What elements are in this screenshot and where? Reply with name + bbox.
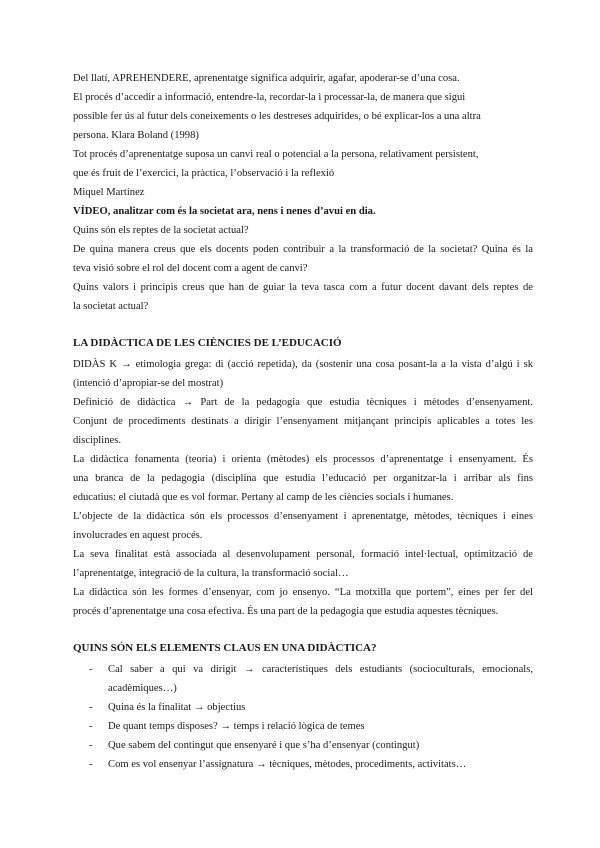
intro-line-2: El procés d’accedir a informació, entendre-la, recordar-la i processar-la, de manera que sigui	[73, 92, 466, 103]
list-bullet: -	[89, 702, 93, 713]
didactica-p2-line-2: Conjunt de procediments destinats a dirigir l’ensenyament mitjançant principis aplicables a totes les	[73, 416, 533, 427]
intro-line-3: possible fer ús al futur dels coneixements o les destreses adquirides, o bé explicar-los a una altra	[73, 111, 481, 122]
section-heading-didactica: LA DIDÀCTICA DE LES CIÈNCIES DE L’EDUCACIÓ	[73, 337, 342, 349]
video-question-1: Quins són els reptes de la societat actual?	[73, 225, 249, 236]
intro-line-4: persona. Klara Boland (1998)	[73, 130, 199, 141]
list-bullet: -	[89, 759, 93, 770]
author-name: Miquel Martínez	[73, 187, 145, 198]
didactica-p4-line-2: involucrades en aquest procés.	[73, 530, 203, 541]
didactica-p6-line-1: La didàctica són les formes d’ensenyar, com jo ensenyo. “La motxilla que portem”, eines per fer del	[73, 587, 533, 598]
video-question-3-line-1: Quins valors i principis creus que han de guiar la teva tasca com a futur docent davant dels reptes de	[73, 282, 533, 293]
list-item-3: De quant temps disposes? → temps i relació lògica de temes	[108, 721, 365, 732]
list-bullet: -	[89, 721, 93, 732]
video-question-2-line-1: De quina manera creus que els docents poden contribuir a la transformació de la societat? Quina és la	[73, 244, 533, 255]
intro-line-1: Del llatí, APREHENDERE, aprenentatge significa adquirir, agafar, apoderar-se d’una cosa.	[73, 73, 460, 84]
video-title: VÍDEO, analitzar com és la societat ara, nens i nenes d’avui en dia.	[73, 206, 376, 217]
video-question-2-line-2: teva visió sobre el rol del docent com a agent de canvi?	[73, 263, 308, 274]
didactica-p1-line-2: (intenció d’apropiar-se del mostrat)	[73, 378, 224, 389]
didactica-p3-line-2: una branca de la pedagogia (disciplina que estudia l’educació per organitzar-la i arribar als fins	[73, 473, 533, 484]
didactica-p5-line-2: l’aprenentatge, integració de la cultura, la transformació social…	[73, 568, 349, 579]
didactica-p6-line-2: procés d’aprenentatge una cosa efectiva. És una part de la pedagogia que estudia aquestes tècniques.	[73, 606, 499, 617]
didactica-p2-line-1: Definició de didàctica → Part de la pedagogia que estudia tècniques i mètodes d’ensenyament.	[73, 397, 533, 408]
list-item-4: Que sabem del contingut que ensenyaré i que s’ha d’ensenyar (contingut)	[108, 740, 420, 751]
didactica-p5-line-1: La seva finalitat està associada al desenvolupament personal, formació intel·lectual, optimització de	[73, 549, 533, 560]
intro-line-5: Tot procés d’aprenentatge suposa un canvi real o potencial a la persona, relativament persistent,	[73, 149, 479, 160]
list-item-1-line-1: Cal saber a qui va dirigit → característiques dels estudiants (socioculturals, emocionals,	[108, 664, 533, 675]
didactica-p2-line-3: disciplines.	[73, 435, 121, 446]
didactica-p1-line-1: DIDÀS K → etimologia grega: di (acció repetida), da (sostenir una cosa posant-la a la vista d’algú i sk	[73, 359, 533, 370]
didactica-p3-line-1: La didàctica fonamenta (teoria) i orienta (mètodes) els processos d’aprenentatge i ensenyament. És	[73, 454, 533, 465]
didactica-p3-line-3: educatius: el ciutadà que es vol formar. Pertany al camp de les ciències socials i humanes.	[73, 492, 454, 503]
list-bullet: -	[89, 664, 93, 675]
intro-line-6: que és fruit de l’exercici, la pràctica, l’observació i la reflexió	[73, 168, 335, 179]
list-item-2: Quina és la finalitat → objectius	[108, 702, 246, 713]
section-heading-elements: QUINS SÓN ELS ELEMENTS CLAUS EN UNA DIDÀCTICA?	[73, 642, 377, 654]
didactica-p4-line-1: L’objecte de la didàctica són els processos d’ensenyament i aprenentatge, mètodes, tècniques i eines	[73, 511, 533, 522]
video-question-3-line-2: la societat actual?	[73, 301, 149, 312]
list-item-1-line-2: acadèmiques…)	[108, 683, 177, 694]
list-item-5: Com es vol ensenyar l’assignatura → tècniques, mètodes, procediments, activitats…	[108, 759, 467, 770]
list-bullet: -	[89, 740, 93, 751]
